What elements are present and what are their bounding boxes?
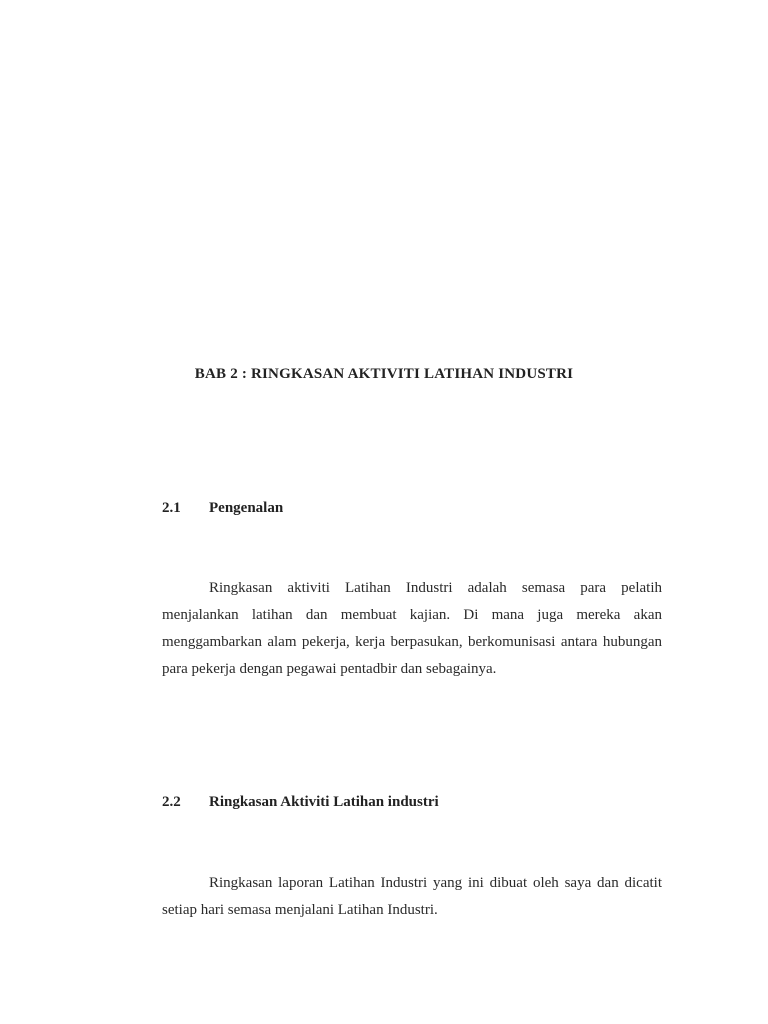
section-number: 2.2	[162, 794, 181, 810]
section-paragraph-2-2: Ringkasan laporan Latihan Industri yang ini dibuat oleh saya dan dicatit setiap hari semasa menjalani Latihan Industri.	[162, 875, 662, 918]
section-title: Pengenalan	[209, 500, 284, 516]
section-title: Ringkasan Aktiviti Latihan industri	[209, 794, 439, 810]
section-number: 2.1	[162, 500, 181, 516]
chapter-title: BAB 2 : RINGKASAN AKTIVITI LATIHAN INDUSTRI	[194, 366, 574, 382]
section-heading-2-2	[162, 794, 439, 811]
section-heading-2-1	[162, 500, 283, 517]
section-paragraph-2-1: Ringkasan aktiviti Latihan Industri adalah semasa para pelatih menjalankan latihan dan membuat kajian. Di mana juga mereka akan menggambarkan alam pekerja, kerja berpasukan, berkomunisasi antara hubungan para pekerja dengan pegawai pentadbir dan sebagainya.	[162, 580, 662, 677]
